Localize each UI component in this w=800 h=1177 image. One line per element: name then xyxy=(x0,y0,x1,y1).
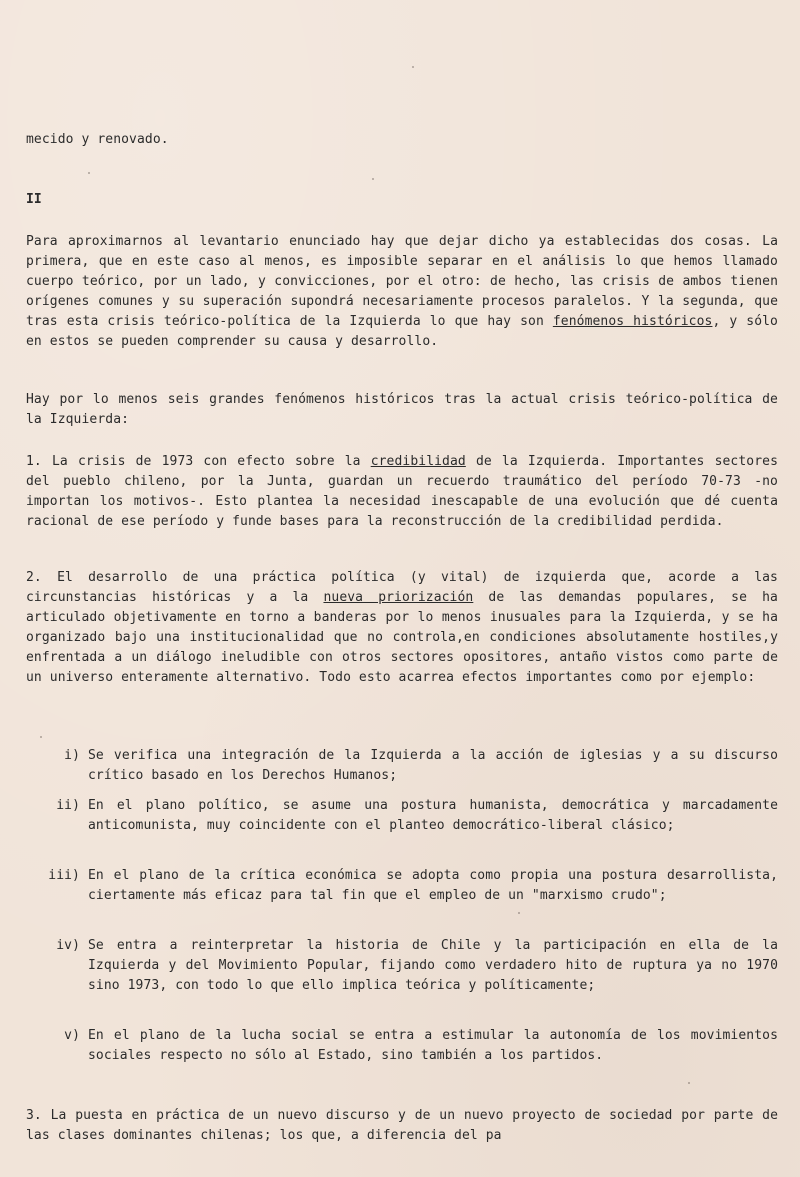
six-phenomena-paragraph: Hay por lo menos seis grandes fenómenos históricos tras la actual crisis teórico-política de la Izquierda: xyxy=(26,392,786,427)
phenomenon-item-2 xyxy=(26,568,786,688)
scan-speck xyxy=(518,912,520,914)
item1-text-pre: 1. La crisis de 1973 con efecto sobre la xyxy=(26,454,371,469)
intro-text-pre: Para aproximarnos al levantario enunciado hay que dejar dicho ya establecidas dos cosas. La primera, que en este caso al menos, es imposible separar en el análisis lo que hemos llamado cuerpo teórico, por un lado, y convicciones, por el otro: de hecho, las crisis de ambos tienen orígenes comunes y su superación supondrá necesariamente procesos paralelos. Y la segunda, que tras esta crisis teórico-política de la Izquierda lo que hay son xyxy=(26,234,786,329)
intro-paragraph xyxy=(26,232,786,352)
subitem-text: Se verifica una integración de la Izquierda a la acción de iglesias y a su discurso crítico basado en los Derechos Humanos; xyxy=(88,748,786,783)
section-number: II xyxy=(26,192,42,207)
subitem-text: En el plano de la crítica económica se adopta como propia una postura desarrollista, ciertamente más eficaz para tal fin que el empleo de un "marxismo crudo"; xyxy=(88,868,786,903)
subitem-v xyxy=(40,1026,786,1066)
phenomenon-item-1 xyxy=(26,452,786,532)
item2-text-post: de las demandas populares, se ha articulado objetivamente en torno a banderas por lo menos inusuales para la Izquierda, y se ha organizado bajo una institucionalidad que no controla,en condiciones absolutamente hostiles,y enfrentada a un diálogo ineludible con otros sectores opositores, antaño vistos como parte de un universo enteramente alternativo. Todo esto acarrea efectos importantes como por ejemplo: xyxy=(26,590,786,685)
scan-speck xyxy=(88,172,90,174)
subitem-label: i) xyxy=(64,748,80,763)
subitem-i xyxy=(40,746,786,786)
item1-underlined-term: credibilidad xyxy=(370,454,466,469)
scan-speck xyxy=(688,1082,690,1084)
subitem-text: En el plano político, se asume una postura humanista, democrática y marcadamente anticomunista, muy coincidente con el planteo democrático-liberal clásico; xyxy=(88,798,786,833)
scan-speck xyxy=(412,66,414,68)
subitem-text: Se entra a reinterpretar la historia de Chile y la participación en ella de la Izquierda y del Movimiento Popular, fijando como verdadero hito de ruptura ya no 1970 sino 1973, con todo lo que ello implica teórica y políticamente; xyxy=(88,938,786,993)
phenomenon-item-3: 3. La puesta en práctica de un nuevo discurso y de un nuevo proyecto de sociedad por parte de las clases dominantes chilenas; los que, a diferencia del pa xyxy=(26,1108,786,1143)
subitem-iv xyxy=(40,936,786,996)
intro-underlined-term: fenómenos históricos xyxy=(552,314,713,329)
previous-paragraph-ending: mecido y renovado. xyxy=(26,132,169,147)
subitem-label: iii) xyxy=(48,868,80,883)
subitem-iii xyxy=(40,866,786,906)
subitem-label: v) xyxy=(64,1028,80,1043)
item2-underlined-term: nueva priorización xyxy=(323,590,474,605)
subitem-ii xyxy=(40,796,786,836)
item1-text-post: de la Izquierda. Importantes sectores del pueblo chileno, por la Junta, guardan un recuerdo traumático del período 70-73 -no importan los motivos-. Esto plantea la necesidad inescapable de una evolución que dé cuenta racional de ese período y funde bases para la reconstrucción de la credibilidad perdida. xyxy=(26,454,786,529)
subitem-text: En el plano de la lucha social se entra a estimular la autonomía de los movimientos sociales respecto no sólo al Estado, sino también a los partidos. xyxy=(88,1028,786,1063)
scan-speck xyxy=(372,178,374,180)
item2-text-pre: 2. El desarrollo de una práctica política (y vital) de izquierda que, acorde a las circunstancias históricas y a la xyxy=(26,570,786,605)
intro-text-post: , y sólo en estos se pueden comprender su causa y desarrollo. xyxy=(26,314,786,349)
subitem-label: iv) xyxy=(56,938,80,953)
scan-speck xyxy=(40,736,42,738)
subitem-label: ii) xyxy=(56,798,80,813)
